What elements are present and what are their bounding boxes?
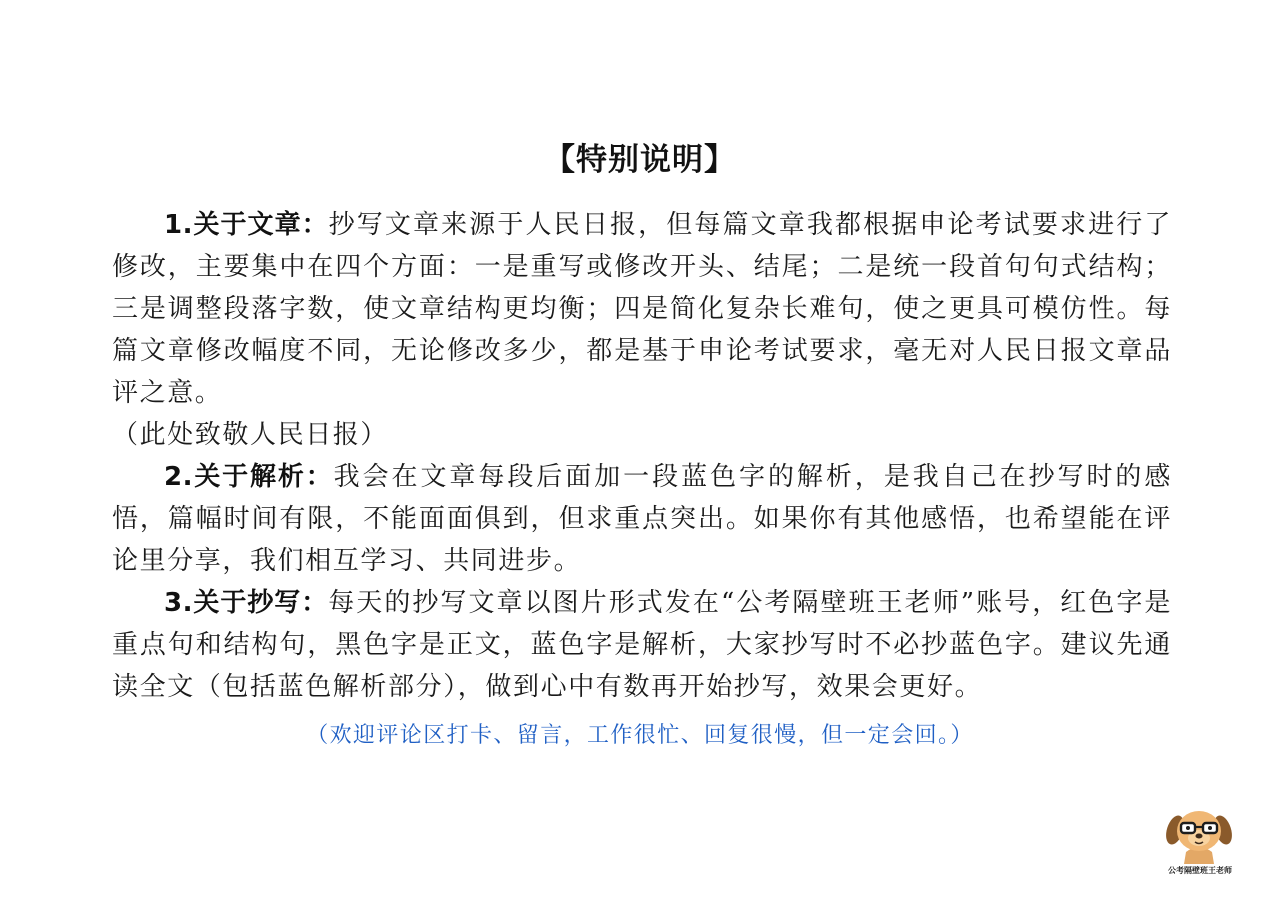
section-text: 每天的抄写文章以图片形式发在“公考隔壁班王老师”账号，红色字是重点句和结构句，黑色字是正文，蓝色字是解析，大家抄写时不必抄蓝色字。建议先通读全文（包括蓝色解析部分），做到心中有数再开始抄写，效果会更好。: [112, 588, 1173, 702]
section-text: 抄写文章来源于人民日报，但每篇文章我都根据申论考试要求进行了修改，主要集中在四个方面：一是重写或修改开头、结尾；二是统一段首句句式结构；三是调整段落字数，使文章结构更均衡；四是简化复杂长难句，使之更具可模仿性。每篇文章修改幅度不同，无论修改多少，都是基于申论考试要求，毫无对人民日报文章品评之意。: [112, 210, 1172, 408]
section-text: 我会在文章每段后面加一段蓝色字的解析，是我自己在抄写时的感悟，篇幅时间有限，不能面面俱到，但求重点突出。如果你有其他感悟，也希望能在评论里分享，我们相互学习、共同进步。: [112, 462, 1172, 576]
brand-logo: [1156, 806, 1244, 880]
tribute-note: （此处致敬人民日报）: [112, 420, 389, 450]
section-article: [112, 204, 1172, 414]
notes-body: [112, 204, 1172, 708]
section-colon: ：: [301, 588, 329, 618]
section-analysis: [112, 456, 1172, 582]
section-copying: [112, 582, 1172, 708]
page-title: 【特别说明】: [544, 142, 736, 178]
comment-invitation: （欢迎评论区打卡、留言，工作很忙、回复很慢，但一定会回。）: [306, 723, 974, 748]
section-colon: ：: [301, 210, 329, 240]
section-colon: ：: [305, 462, 334, 492]
section-heading: 2.关于解析: [164, 462, 306, 492]
section-heading: 3.关于抄写: [164, 588, 302, 618]
logo-caption: 公考隔壁班王老师: [1168, 866, 1232, 875]
section-heading: 1.关于文章: [164, 210, 302, 240]
dog-with-glasses-icon: [1166, 806, 1232, 864]
